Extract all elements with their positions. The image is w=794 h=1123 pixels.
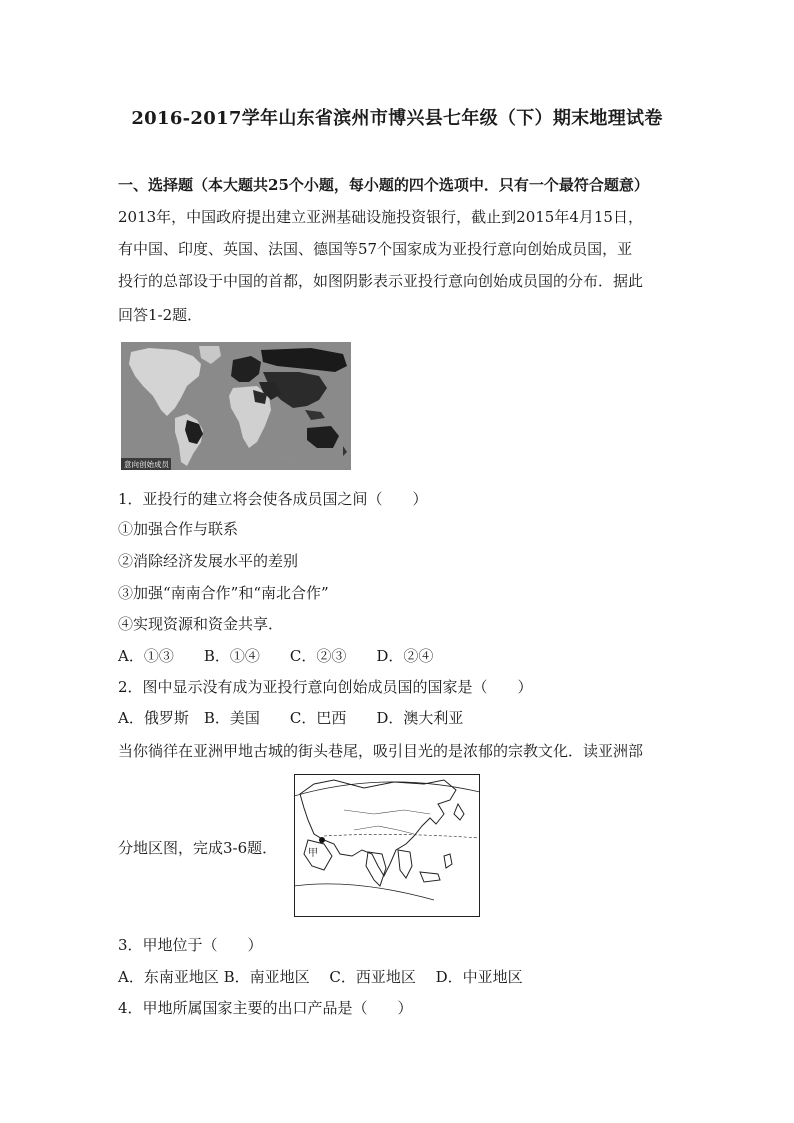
asia-map-figure	[294, 774, 480, 917]
map-legend: 意向创始成员	[124, 460, 169, 469]
svg-text:· · ·: · · ·	[281, 453, 294, 462]
section-heading: 一、选择题（本大题共25个小题，每小题的四个选项中．只有一个最符合题意）	[118, 176, 649, 194]
intro2-line-2: 分地区图，完成3-6题．	[118, 839, 278, 857]
q3-stem: 3．甲地位于（ ）	[118, 936, 263, 954]
q1-item-3: ③加强“南南合作”和“南北合作”	[118, 584, 329, 602]
q1-item-1: ①加强合作与联系	[118, 520, 239, 538]
q1-options: A．①③ B．①④ C．②③ D．②④	[118, 647, 434, 665]
q2-stem: 2．图中显示没有成为亚投行意向创始成员国的国家是（ ）	[118, 678, 533, 696]
q3-options: A．东南亚地区 B．南亚地区 C．西亚地区 D．中亚地区	[118, 968, 523, 986]
intro-line-4: 回答1-2题．	[118, 306, 203, 324]
world-map-figure	[121, 342, 351, 470]
q1-stem: 1．亚投行的建立将会使各成员国之间（ ）	[118, 490, 428, 508]
q2-options: A．俄罗斯 B．美国 C．巴西 D．澳大利亚	[118, 709, 464, 727]
intro2-line-1: 当你徜徉在亚洲甲地古城的街头巷尾，吸引目光的是浓郁的宗教文化．读亚洲部	[118, 742, 644, 760]
marker-jia-label: 甲	[308, 848, 318, 859]
intro-line-2: 有中国、印度、英国、法国、德国等57个国家成为亚投行意向创始成员国，亚	[118, 240, 633, 258]
intro-line-3: 投行的总部设于中国的首都，如图阴影表示亚投行意向创始成员国的分布．据此	[118, 272, 644, 290]
page-title: 2016-2017学年山东省滨州市博兴县七年级（下）期末地理试卷	[131, 108, 663, 129]
q1-item-2: ②消除经济发展水平的差别	[118, 552, 299, 570]
q1-item-4: ④实现资源和资金共享．	[118, 615, 284, 633]
intro-line-1: 2013年，中国政府提出建立亚洲基础设施投资银行，截止到2015年4月15日，	[118, 208, 643, 226]
q4-stem: 4．甲地所属国家主要的出口产品是（ ）	[118, 999, 413, 1017]
